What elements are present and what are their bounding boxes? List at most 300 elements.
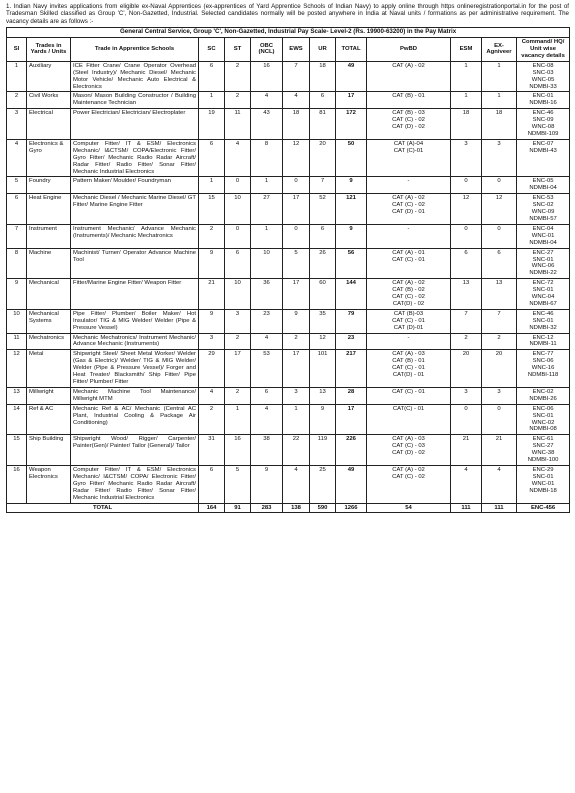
row-sc: 2 [199, 224, 225, 248]
row-st: 11 [225, 109, 251, 140]
row-st: 0 [225, 177, 251, 194]
row-apprentice-trade: Computer Fitter/ IT & ESM/ Electronics Mechanic/ I&CTSM/ COPA/ Electronic Fitter/ Gyro Fitter/ Mechanic Radio Radar Aircraft/ Radar Fitter/ Radio Fitter/ Sonar Fitter/ Mechanic Industrial Electronics [71, 465, 199, 503]
header-yard-trade: Trades in Yards / Units [27, 38, 71, 62]
row-pwbd-line: CAT (B) - 01 [392, 358, 425, 365]
row-pwbd [367, 177, 451, 194]
table-row [7, 350, 570, 388]
header-apprentice-trade: Trade in Apprentice Schools [71, 38, 199, 62]
row-command-line: SNC-09 [532, 117, 554, 124]
row-yard-trade: Machine [27, 248, 71, 279]
row-sl: 13 [7, 387, 27, 404]
row-apprentice-trade: Shipwright Steel/ Sheet Metal Worker/ Welder (Gas & Electric)/ Welder/ TIG & MIG Welder/ Welder (Pipe & Pressure Vessel)/ Forger and Heat Treater/ Blacksmith/ Ship Fitter/ Pipe Fitter/ Plumber/ Fitter [71, 350, 199, 388]
row-command-line: SNC-01 [532, 473, 554, 480]
row-apprentice-trade: Fitter/Marine Engine Fitter/ Weapon Fitter [71, 279, 199, 310]
row-exagniveer: 0 [482, 177, 517, 194]
total-obc: 283 [251, 503, 283, 513]
row-sl: 2 [7, 92, 27, 109]
row-pwbd [367, 404, 451, 435]
row-pwbd [367, 309, 451, 333]
row-command-line: ENC-46 [532, 310, 554, 317]
table-row [7, 387, 570, 404]
row-pwbd-line: CAT (C) - 02 [392, 202, 425, 209]
row-yard-trade: Heat Engine [27, 194, 71, 225]
table-header-row [7, 38, 570, 62]
row-sl: 14 [7, 404, 27, 435]
row-command [517, 177, 570, 194]
table-row [7, 248, 570, 279]
table-row [7, 177, 570, 194]
row-ur: 6 [310, 92, 336, 109]
header-sc: SC [199, 38, 225, 62]
row-ur: 7 [310, 177, 336, 194]
row-pwbd-line: CAT (B) - 03 [392, 110, 425, 117]
row-pwbd [367, 333, 451, 350]
row-pwbd [367, 224, 451, 248]
row-command-line: WNC-38 [531, 450, 555, 457]
row-total: 17 [336, 404, 367, 435]
row-ews: 4 [283, 465, 310, 503]
row-pwbd-line: CAT (A) - 02 [392, 280, 425, 287]
row-esm: 7 [451, 309, 482, 333]
row-pwbd [367, 139, 451, 177]
row-exagniveer: 20 [482, 350, 517, 388]
row-command [517, 333, 570, 350]
row-esm: 18 [451, 109, 482, 140]
row-st: 3 [225, 309, 251, 333]
table-row [7, 435, 570, 466]
row-command-line: ENC-07 [532, 140, 554, 147]
header-exagniveer: EX-Agniveer [482, 38, 517, 62]
row-apprentice-trade: Pipe Fitter/ Plumber/ Boiler Maker/ Hot Insulator/ TIG & MIG Welder/ Welder (Pipe & Pressure Vessel) [71, 309, 199, 333]
table-row [7, 333, 570, 350]
row-esm: 3 [451, 139, 482, 177]
table-row [7, 279, 570, 310]
header-esm: ESM [451, 38, 482, 62]
row-yard-trade: Instrument [27, 224, 71, 248]
header-ur: UR [310, 38, 336, 62]
row-apprentice-trade: Machinist/ Turner/ Operator Advance Machine Tool [71, 248, 199, 279]
row-obc: 27 [251, 194, 283, 225]
row-command-line: NDMBI-18 [529, 487, 557, 494]
row-command-line: NDMBI-11 [529, 341, 557, 348]
row-pwbd-line: CAT(D) - 02 [392, 300, 425, 307]
row-command-line: WNC-06 [531, 263, 555, 270]
row-st: 6 [225, 248, 251, 279]
row-exagniveer: 18 [482, 109, 517, 140]
total-pwbd: 54 [367, 503, 451, 513]
row-sl: 9 [7, 279, 27, 310]
row-exagniveer: 21 [482, 435, 517, 466]
total-total: 1266 [336, 503, 367, 513]
row-pwbd-line: CAT (C) - 03 [392, 443, 425, 450]
row-ews: 17 [283, 279, 310, 310]
row-pwbd-line: CAT (C) - 01 [392, 365, 425, 372]
row-command-line: NDMBI-33 [529, 83, 557, 90]
header-ews: EWS [283, 38, 310, 62]
row-pwbd [367, 435, 451, 466]
table-caption-row [7, 28, 570, 38]
row-ews: 2 [283, 333, 310, 350]
total-label: TOTAL [7, 503, 199, 513]
row-command [517, 194, 570, 225]
total-row [7, 503, 570, 513]
row-command-line: ENC-04 [532, 225, 554, 232]
row-total: 144 [336, 279, 367, 310]
row-total: 121 [336, 194, 367, 225]
row-command-line: NDMBI-67 [529, 300, 557, 307]
row-pwbd-line: CAT (C) - 01 [392, 388, 425, 395]
row-obc: 4 [251, 92, 283, 109]
row-command-line: SNC-01 [532, 287, 554, 294]
row-pwbd-line: CAT (C) - 01 [392, 317, 425, 324]
row-command-line: ENC-06 [532, 405, 554, 412]
row-obc: 4 [251, 404, 283, 435]
row-exagniveer: 13 [482, 279, 517, 310]
row-exagniveer: 0 [482, 224, 517, 248]
row-command-line: WNC-04 [531, 294, 555, 301]
row-esm: 13 [451, 279, 482, 310]
row-command-line: SNC-06 [532, 358, 554, 365]
row-sl: 15 [7, 435, 27, 466]
row-command-line: ENC-27 [532, 249, 554, 256]
row-obc: 1 [251, 177, 283, 194]
row-command-line: ENC-29 [532, 466, 554, 473]
row-ur: 6 [310, 224, 336, 248]
table-body [7, 61, 570, 503]
header-st: ST [225, 38, 251, 62]
row-pwbd [367, 387, 451, 404]
row-command-line: WNC-09 [531, 209, 555, 216]
row-total: 217 [336, 350, 367, 388]
row-exagniveer: 3 [482, 387, 517, 404]
row-command-line: NDMBI-16 [529, 100, 557, 107]
row-command-line: SNC-27 [532, 443, 554, 450]
row-pwbd-line: CAT (D) - 02 [392, 450, 425, 457]
row-ews: 12 [283, 139, 310, 177]
row-esm: 1 [451, 92, 482, 109]
row-command-line: SNC-01 [532, 317, 554, 324]
row-command-line: NDMBI-22 [529, 270, 557, 277]
row-sl: 12 [7, 350, 27, 388]
row-sc: 15 [199, 194, 225, 225]
row-command [517, 248, 570, 279]
row-command [517, 465, 570, 503]
row-sl: 4 [7, 139, 27, 177]
row-pwbd-line: CAT (A) - 03 [392, 351, 425, 358]
row-total: 49 [336, 61, 367, 92]
row-pwbd-line: CAT (A) - 02 [392, 466, 425, 473]
row-pwbd [367, 279, 451, 310]
row-st: 2 [225, 92, 251, 109]
row-sl: 8 [7, 248, 27, 279]
row-pwbd [367, 61, 451, 92]
row-obc: 53 [251, 350, 283, 388]
row-command [517, 309, 570, 333]
row-exagniveer: 6 [482, 248, 517, 279]
table-row [7, 109, 570, 140]
row-command [517, 404, 570, 435]
row-total: 9 [336, 224, 367, 248]
row-sc: 29 [199, 350, 225, 388]
row-command-line: WNC-05 [531, 76, 555, 83]
row-esm: 20 [451, 350, 482, 388]
row-ur: 12 [310, 333, 336, 350]
row-ur: 35 [310, 309, 336, 333]
row-command-line: ENC-08 [532, 62, 554, 69]
row-pwbd-line: CAT (C) - 01 [392, 256, 425, 263]
row-sl: 7 [7, 224, 27, 248]
row-pwbd-line: CAT(C) - 01 [392, 405, 425, 412]
row-sc: 6 [199, 139, 225, 177]
header-command: Command/ HQ/ Unit wise vacancy details [517, 38, 570, 62]
row-obc: 23 [251, 309, 283, 333]
header-pwbd: PwBD [367, 38, 451, 62]
row-esm: 21 [451, 435, 482, 466]
row-apprentice-trade: Instrument Mechanic/ Advance Mechanic (Instruments)/ Mechanic Mechatronics [71, 224, 199, 248]
row-command-line: ENC-05 [532, 178, 554, 185]
row-apprentice-trade: Mechanic Mechatronics/ Instrument Mechanic/ Advance Mechanic (Instruments) [71, 333, 199, 350]
row-obc: 43 [251, 109, 283, 140]
row-command-line: NDMBI-118 [527, 372, 559, 379]
row-esm: 2 [451, 333, 482, 350]
row-ews: 17 [283, 194, 310, 225]
table-row [7, 92, 570, 109]
row-pwbd-line: CAT(D) - 01 [392, 372, 425, 379]
row-command [517, 279, 570, 310]
total-ur: 590 [310, 503, 336, 513]
row-ews: 0 [283, 177, 310, 194]
row-ur: 18 [310, 61, 336, 92]
row-obc: 4 [251, 333, 283, 350]
total-sc: 164 [199, 503, 225, 513]
row-command-line: ENC-61 [532, 436, 554, 443]
row-sl: 5 [7, 177, 27, 194]
intro-paragraph: 1. Indian Navy invites applications from eligible ex-Naval Apprentices (ex-apprentices of Yard Apprentice Schools of Indian Navy) to apply online through https onlineregistrationportal.in for the post of Tradesman Skilled classified as Group 'C', Non-Gazetted, Industrial. Selected candidates normally will be posted anywhere in India at Naval units / formations as per administrative requirement. The vacancy details are as follows :- [6, 3, 569, 25]
row-command [517, 92, 570, 109]
row-pwbd-line: CAT (A) - 03 [392, 436, 425, 443]
table-row [7, 61, 570, 92]
row-ews: 0 [283, 224, 310, 248]
row-sc: 9 [199, 309, 225, 333]
row-pwbd-line: CAT (A) - 02 [392, 62, 425, 69]
row-pwbd-line: CAT (D)-01 [393, 324, 424, 331]
row-sc: 6 [199, 465, 225, 503]
row-obc: 9 [251, 465, 283, 503]
row-obc: 10 [251, 248, 283, 279]
row-apprentice-trade: Pattern Maker/ Moulder/ Foundryman [71, 177, 199, 194]
row-total: 17 [336, 92, 367, 109]
row-st: 16 [225, 435, 251, 466]
row-total: 9 [336, 177, 367, 194]
row-pwbd-line: - [407, 334, 410, 341]
row-command-line: NDMBI-04 [529, 239, 557, 246]
row-esm: 3 [451, 387, 482, 404]
row-sc: 3 [199, 333, 225, 350]
row-yard-trade: Mechanical [27, 279, 71, 310]
table-row [7, 404, 570, 435]
row-total: 49 [336, 465, 367, 503]
row-command-line: WNC-16 [531, 365, 555, 372]
row-command-line: ENC-72 [532, 280, 554, 287]
row-yard-trade: Mechanical Systems [27, 309, 71, 333]
row-exagniveer: 4 [482, 465, 517, 503]
row-sc: 21 [199, 279, 225, 310]
row-obc: 38 [251, 435, 283, 466]
row-esm: 4 [451, 465, 482, 503]
row-total: 79 [336, 309, 367, 333]
row-ur: 81 [310, 109, 336, 140]
row-pwbd-line: CAT (C) - 02 [392, 117, 425, 124]
row-total: 226 [336, 435, 367, 466]
row-command [517, 139, 570, 177]
total-esm: 111 [451, 503, 482, 513]
row-ur: 60 [310, 279, 336, 310]
row-command-line: NDMBI-43 [529, 147, 557, 154]
row-sl: 1 [7, 61, 27, 92]
row-obc: 16 [251, 61, 283, 92]
row-yard-trade: Ship Building [27, 435, 71, 466]
row-command-line: WNC-01 [531, 232, 555, 239]
row-command-line: SNC-03 [532, 69, 554, 76]
row-esm: 12 [451, 194, 482, 225]
row-sc: 6 [199, 61, 225, 92]
row-command-line: NDMBI-109 [527, 131, 559, 137]
row-pwbd-line: - [407, 225, 410, 232]
row-command-line: ENC-53 [532, 195, 554, 202]
row-ur: 26 [310, 248, 336, 279]
table-row [7, 465, 570, 503]
row-command-line: SNC-01 [532, 256, 554, 263]
row-command-line: ENC-02 [532, 388, 554, 395]
header-total: TOTAL [336, 38, 367, 62]
row-command-line: NDMBI-100 [527, 457, 559, 464]
row-esm: 0 [451, 224, 482, 248]
row-command-line: NDMBI-57 [529, 215, 557, 222]
row-apprentice-trade: Computer Fitter/ IT & ESM/ Electronics Mechanic/ I&CTSM/ COPA/Electronic Fitter/ Gyro Fitter/ Mechanic Radio Radar Aircraft/ Radar Fitter/ Radio Fitter/ Sonar Fitter/ Mechanic Industrial Electronics [71, 139, 199, 177]
row-ur: 52 [310, 194, 336, 225]
row-sl: 10 [7, 309, 27, 333]
row-sc: 4 [199, 387, 225, 404]
row-command-line: SNC-02 [532, 202, 554, 209]
row-obc: 6 [251, 387, 283, 404]
table-row [7, 139, 570, 177]
row-ews: 3 [283, 387, 310, 404]
row-st: 2 [225, 333, 251, 350]
total-exagniveer: 111 [482, 503, 517, 513]
row-pwbd-line: CAT (A)-04 [393, 140, 424, 147]
row-st: 4 [225, 139, 251, 177]
row-esm: 0 [451, 404, 482, 435]
row-ews: 22 [283, 435, 310, 466]
row-exagniveer: 1 [482, 61, 517, 92]
row-pwbd-line: CAT (D) - 01 [392, 209, 425, 216]
row-command-line: ENC-12 [532, 334, 554, 341]
row-pwbd-line: CAT (D) - 02 [392, 124, 425, 131]
row-ews: 9 [283, 309, 310, 333]
row-pwbd-line: CAT (C) - 02 [392, 294, 425, 301]
row-apprentice-trade: Mechanic Ref & AC/ Mechanic (Central AC Plant, Industrial Cooling & Package Air Conditioning) [71, 404, 199, 435]
row-command [517, 435, 570, 466]
row-obc: 1 [251, 224, 283, 248]
row-exagniveer: 2 [482, 333, 517, 350]
row-st: 5 [225, 465, 251, 503]
row-pwbd [367, 109, 451, 140]
row-command-line: NDMBI-26 [529, 395, 557, 402]
row-st: 0 [225, 224, 251, 248]
row-pwbd-line: CAT (B) - 02 [392, 287, 425, 294]
row-obc: 8 [251, 139, 283, 177]
row-st: 2 [225, 61, 251, 92]
row-apprentice-trade: Shipwright Wood/ Rigger/ Carpenter/ Painter(Gen)/ Painter/ Tailor (General)/ Tailor [71, 435, 199, 466]
row-total: 56 [336, 248, 367, 279]
row-pwbd [367, 92, 451, 109]
total-command: ENC-456 [517, 503, 570, 513]
row-yard-trade: Ref & AC [27, 404, 71, 435]
row-yard-trade: Foundry [27, 177, 71, 194]
row-command-line: WNC-01 [531, 480, 555, 487]
row-command [517, 61, 570, 92]
row-yard-trade: Weapon Electronics [27, 465, 71, 503]
row-yard-trade: Electrical [27, 109, 71, 140]
table-row [7, 224, 570, 248]
row-pwbd-line: CAT (A) - 01 [392, 249, 425, 256]
row-esm: 6 [451, 248, 482, 279]
row-pwbd [367, 350, 451, 388]
row-ur: 13 [310, 387, 336, 404]
row-command [517, 224, 570, 248]
row-ews: 1 [283, 404, 310, 435]
row-command-line: NDMBI-32 [529, 324, 557, 331]
row-sc: 1 [199, 177, 225, 194]
row-exagniveer: 0 [482, 404, 517, 435]
row-ur: 25 [310, 465, 336, 503]
row-total: 50 [336, 139, 367, 177]
header-sl: Sl [7, 38, 27, 62]
row-ur: 20 [310, 139, 336, 177]
row-sl: 3 [7, 109, 27, 140]
row-sc: 9 [199, 248, 225, 279]
row-esm: 0 [451, 177, 482, 194]
row-command [517, 387, 570, 404]
row-total: 28 [336, 387, 367, 404]
row-pwbd-line: CAT (C)-01 [393, 147, 424, 154]
row-exagniveer: 1 [482, 92, 517, 109]
row-yard-trade: Electronics & Gyro [27, 139, 71, 177]
row-apprentice-trade: Mason/ Mason Building Constructor / Building Maintenance Technician [71, 92, 199, 109]
row-exagniveer: 3 [482, 139, 517, 177]
row-ews: 18 [283, 109, 310, 140]
row-pwbd-line: CAT (C) - 02 [392, 473, 425, 480]
row-esm: 1 [451, 61, 482, 92]
row-sc: 19 [199, 109, 225, 140]
table-row [7, 194, 570, 225]
row-total: 172 [336, 109, 367, 140]
table-row [7, 309, 570, 333]
row-st: 17 [225, 350, 251, 388]
row-command-line: WNC-02 [531, 419, 555, 426]
row-command-line: NDMBI-04 [529, 185, 557, 192]
row-sl: 6 [7, 194, 27, 225]
row-sc: 2 [199, 404, 225, 435]
row-apprentice-trade: ICE Fitter Crane/ Crane Operator Overhead (Steel Industry)/ Mechanic Diesel/ Mechanic Motor Vehicle/ Mechanic Auto Electrical & Electronics [71, 61, 199, 92]
row-pwbd [367, 465, 451, 503]
table-caption: General Central Service, Group 'C', Non-Gazetted, Industrial Pay Scale- Level-2 (Rs. 19900-63200) in the Pay Matrix [7, 28, 570, 38]
row-yard-trade: Auxiliary [27, 61, 71, 92]
row-ews: 4 [283, 92, 310, 109]
row-command-line: WNC-08 [531, 124, 555, 131]
row-pwbd-line: CAT (B) - 01 [392, 93, 425, 100]
row-pwbd-line: - [407, 178, 410, 185]
